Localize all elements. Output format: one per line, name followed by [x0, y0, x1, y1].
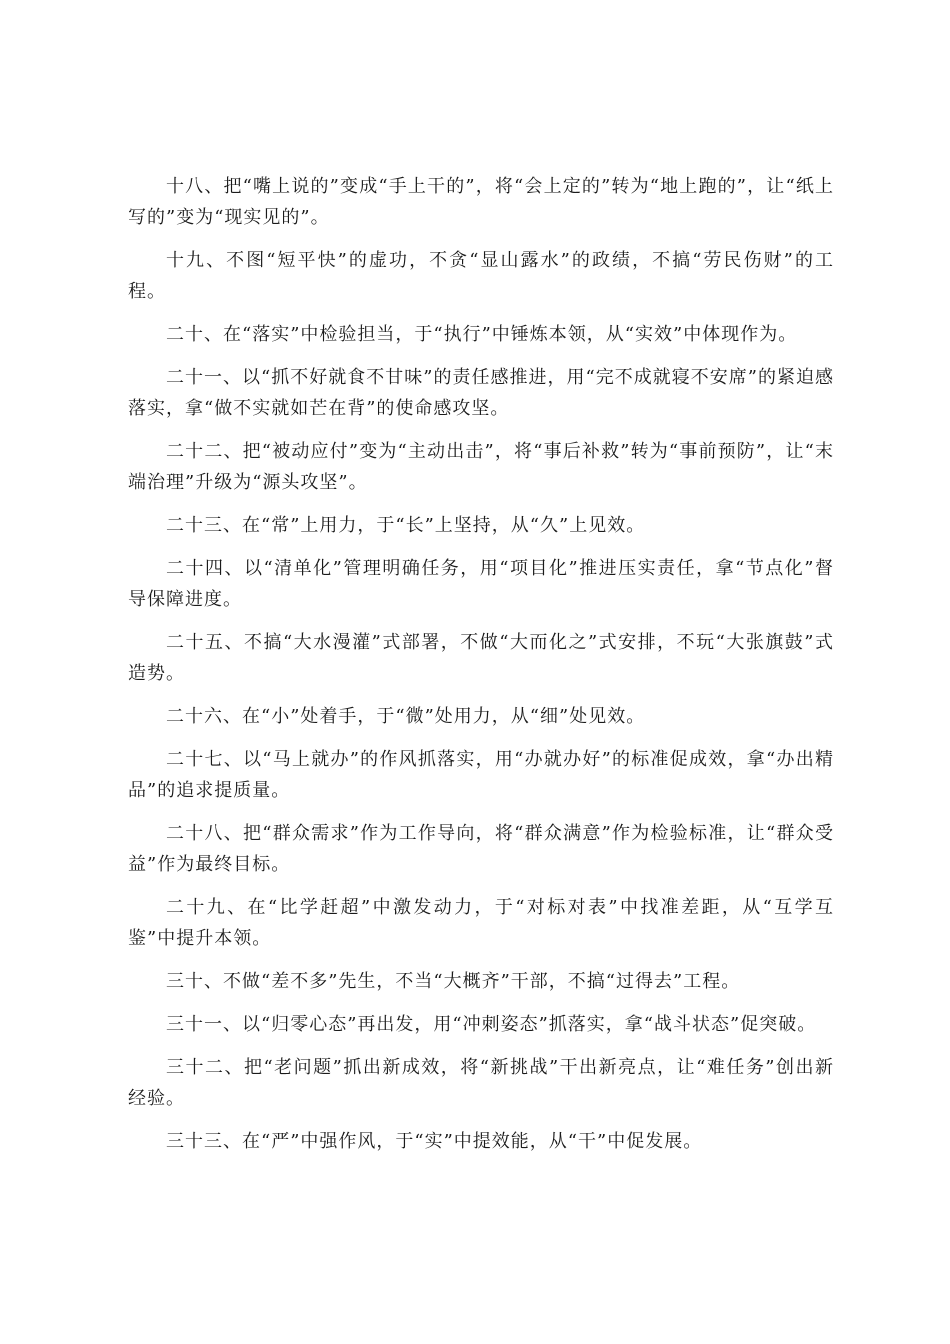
paragraph-29: 二十九、在“比学赶超”中激发动力，于“对标对表”中找准差距，从“互学互鉴”中提升本领。 [128, 897, 834, 949]
paragraph-30: 三十、不做“差不多”先生，不当“大概齐”干部，不搞“过得去”工程。 [166, 971, 741, 992]
paragraph-27: 二十七、以“马上就办”的作风抓落实，用“办就办好”的标准促成效，拿“办出精品”的追求提质量。 [128, 749, 834, 801]
paragraph-22: 二十二、把“被动应付”变为“主动出击”，将“事后补救”转为“事前预防”，让“末端治理”升级为“源头攻坚”。 [128, 441, 834, 493]
paragraph-21: 二十一、以“抓不好就食不甘味”的责任感推进，用“完不成就寝不安席”的紧迫感落实，拿“做不实就如芒在背”的使命感攻坚。 [128, 367, 834, 419]
paragraph-33: 三十三、在“严”中强作风，于“实”中提效能，从“干”中促发展。 [166, 1131, 703, 1152]
paragraph-28: 二十八、把“群众需求”作为工作导向，将“群众满意”作为检验标准，让“群众受益”作为最终目标。 [128, 823, 834, 875]
paragraph-25: 二十五、不搞“大水漫灌”式部署，不做“大而化之”式安排，不玩“大张旗鼓”式造势。 [128, 632, 834, 684]
paragraph-23: 二十三、在“常”上用力，于“长”上坚持，从“久”上见效。 [166, 515, 646, 536]
paragraph-19: 十九、不图“短平快”的虚功，不贪“显山露水”的政绩，不搞“劳民伤财”的工程。 [128, 250, 834, 302]
paragraph-20: 二十、在“落实”中检验担当，于“执行”中锤炼本领，从“实效”中体现作为。 [166, 324, 798, 345]
paragraph-31: 三十一、以“归零心态”再出发，用“冲刺姿态”抓落实，拿“战斗状态”促突破。 [166, 1014, 817, 1035]
paragraph-18: 十八、把“嘴上说的”变成“手上干的”，将“会上定的”转为“地上跑的”，让“纸上写的”变为“现实见的”。 [128, 176, 834, 228]
paragraph-24: 二十四、以“清单化”管理明确任务，用“项目化”推进压实责任，拿“节点化”督导保障进度。 [128, 558, 834, 610]
paragraph-26: 二十六、在“小”处着手，于“微”处用力，从“细”处见效。 [166, 706, 646, 727]
document-body [128, 171, 834, 1169]
paragraph-32: 三十二、把“老问题”抓出新成效，将“新挑战”干出新亮点，让“难任务”创出新经验。 [128, 1057, 834, 1109]
